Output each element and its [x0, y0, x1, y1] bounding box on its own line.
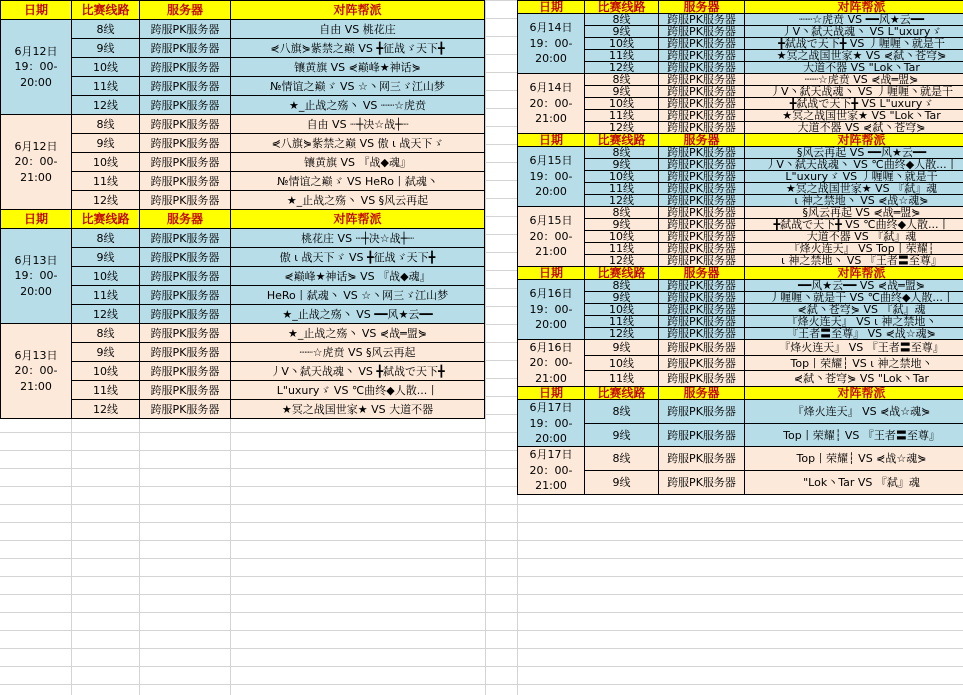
server-cell: 跨服PK服务器 [140, 153, 231, 172]
date-cell: 6月17日 19：00- 20:00 [518, 400, 585, 447]
server-cell: 跨服PK服务器 [659, 14, 745, 26]
match-cell: ★_止战之殇丶 VS §风云再起 [231, 191, 485, 210]
match-cell: ╋弑战で天下╋ VS 丿喱喱丶就是干 [745, 38, 963, 50]
match-cell: ⋞八旗⋟紫禁之巅 VS 傲 ι 战天下ゞ [231, 134, 485, 153]
server-cell: 跨服PK服务器 [659, 50, 745, 62]
match-cell: 丿V丶弑天战魂丶 VS ╋弑战で天下╋ [231, 362, 485, 381]
server-cell: 跨服PK服务器 [659, 316, 745, 328]
header-match: 对阵帮派 [745, 267, 963, 280]
match-cell: §风云再起 VS ━━风★云━━ [745, 147, 963, 159]
date-cell: 6月12日 19：00- 20:00 [1, 20, 72, 115]
match-cell: ⋞弑丶苍穹⋟ VS 『弑』魂 [745, 304, 963, 316]
header-match: 对阵帮派 [231, 1, 485, 20]
line-cell: 8线 [585, 207, 659, 219]
schedule-table-left [0, 0, 485, 419]
match-cell: 丿V丶弑天战魂丶 VS 丿喱喱丶就是干 [745, 86, 963, 98]
match-cell: ι 神之禁地丶 VS ⋞战☆魂⋟ [745, 195, 963, 207]
line-cell: 9线 [585, 292, 659, 304]
line-cell: 11线 [585, 50, 659, 62]
line-cell: 9线 [585, 26, 659, 38]
line-cell: 10线 [72, 153, 140, 172]
date-cell: 6月12日 20：00- 21:00 [1, 115, 72, 210]
line-cell: 12线 [72, 400, 140, 419]
match-cell: 桃花庄 VS ┈┼决☆战┼┈ [231, 229, 485, 248]
server-cell: 跨服PK服务器 [140, 248, 231, 267]
line-cell: 9线 [585, 86, 659, 98]
server-cell: 跨服PK服务器 [659, 219, 745, 231]
server-cell: 跨服PK服务器 [659, 183, 745, 195]
server-cell: 跨服PK服务器 [659, 280, 745, 292]
header-line: 比赛线路 [585, 267, 659, 280]
header-match: 对阵帮派 [231, 210, 485, 229]
match-cell: ★冥之战国世家★ VS "Lok丶Tar [745, 110, 963, 122]
date-cell: 6月16日 20：00- 21:00 [518, 340, 585, 387]
date-cell: 6月15日 19：00- 20:00 [518, 147, 585, 207]
line-cell: 12线 [585, 122, 659, 134]
header-line: 比赛线路 [585, 387, 659, 400]
header-line: 比赛线路 [72, 210, 140, 229]
match-cell: 『王者〓至尊』 VS ⋞战☆魂⋟ [745, 328, 963, 340]
line-cell: 12线 [72, 191, 140, 210]
server-cell: 跨服PK服务器 [659, 424, 745, 448]
server-cell: 跨服PK服务器 [659, 356, 745, 372]
line-cell: 11线 [72, 381, 140, 400]
line-cell: 9线 [585, 219, 659, 231]
line-cell: 9线 [585, 340, 659, 356]
line-cell: 11线 [585, 316, 659, 328]
server-cell: 跨服PK服务器 [659, 62, 745, 74]
match-cell: ⋞弑丶苍穹⋟ VS "Lok丶Tar [745, 371, 963, 387]
header-server: 服务器 [140, 210, 231, 229]
header-date: 日期 [518, 387, 585, 400]
header-line: 比赛线路 [585, 1, 659, 14]
server-cell: 跨服PK服务器 [140, 39, 231, 58]
server-cell: 跨服PK服务器 [140, 191, 231, 210]
server-cell: 跨服PK服务器 [140, 324, 231, 343]
schedule-table-right [517, 0, 963, 495]
server-cell: 跨服PK服务器 [140, 172, 231, 191]
server-cell: 跨服PK服务器 [659, 231, 745, 243]
match-cell: 丿V丶弑天战魂丶 VS ℃曲终◆人散...丨 [745, 159, 963, 171]
line-cell: 10线 [585, 98, 659, 110]
line-cell: 10线 [72, 362, 140, 381]
line-cell: 9线 [72, 39, 140, 58]
match-cell: ⋞八旗⋟紫禁之巅 VS ╋征战ゞ天下╋ [231, 39, 485, 58]
header-date: 日期 [518, 1, 585, 14]
line-cell: 9线 [72, 248, 140, 267]
line-cell: 9线 [72, 343, 140, 362]
header-server: 服务器 [659, 134, 745, 147]
match-cell: §风云再起 VS ⋞战═盟⋟ [745, 207, 963, 219]
match-cell: ⋞巅峰★神话⋟ VS 『战◆魂』 [231, 267, 485, 286]
match-cell: ━━风★云━━ VS ⋞战═盟⋟ [745, 280, 963, 292]
date-cell: 6月16日 19：00- 20:00 [518, 280, 585, 340]
match-cell: ★冥之战国世家★ VS 大道不器 [231, 400, 485, 419]
match-cell: 镶黄旗 VS 『战◆魂』 [231, 153, 485, 172]
server-cell: 跨服PK服务器 [659, 400, 745, 424]
line-cell: 9线 [585, 424, 659, 448]
server-cell: 跨服PK服务器 [140, 286, 231, 305]
server-cell: 跨服PK服务器 [659, 110, 745, 122]
date-cell: 6月13日 19：00- 20:00 [1, 229, 72, 324]
server-cell: 跨服PK服务器 [140, 229, 231, 248]
match-cell: ╋弑战で天下╋ VS ℃曲终◆人散...丨 [745, 219, 963, 231]
match-cell: №情谊之巅ゞ VS ☆丶网三ゞ江山梦 [231, 77, 485, 96]
header-server: 服务器 [659, 1, 745, 14]
line-cell: 9线 [585, 159, 659, 171]
line-cell: 12线 [72, 96, 140, 115]
line-cell: 8线 [585, 447, 659, 471]
line-cell: 12线 [585, 255, 659, 267]
line-cell: 12线 [585, 195, 659, 207]
match-cell: 大道不器 VS ⋞弑丶苍穹⋟ [745, 122, 963, 134]
line-cell: 11线 [585, 243, 659, 255]
match-cell: ╋弑战で天下╋ VS L"uxuryゞ [745, 98, 963, 110]
line-cell: 8线 [585, 147, 659, 159]
server-cell: 跨服PK服务器 [659, 207, 745, 219]
server-cell: 跨服PK服务器 [140, 20, 231, 39]
line-cell: 10线 [585, 356, 659, 372]
line-cell: 8线 [585, 74, 659, 86]
header-server: 服务器 [659, 387, 745, 400]
date-cell: 6月17日 20：00- 21:00 [518, 447, 585, 494]
server-cell: 跨服PK服务器 [659, 328, 745, 340]
server-cell: 跨服PK服务器 [140, 305, 231, 324]
match-cell: 『烽火连天』 VS 『王者〓至尊』 [745, 340, 963, 356]
match-cell: ★_止战之殇丶 VS ┈┈☆虎贲 [231, 96, 485, 115]
match-cell: №情谊之巅ゞ VS HeRo丨弑魂丶 [231, 172, 485, 191]
line-cell: 10线 [585, 231, 659, 243]
date-cell: 6月13日 20：00- 21:00 [1, 324, 72, 419]
server-cell: 跨服PK服务器 [659, 471, 745, 495]
server-cell: 跨服PK服务器 [659, 292, 745, 304]
line-cell: 11线 [585, 183, 659, 195]
line-cell: 11线 [72, 286, 140, 305]
match-cell: Top丨荣耀┆ VS 『王者〓至尊』 [745, 424, 963, 448]
server-cell: 跨服PK服务器 [140, 400, 231, 419]
server-cell: 跨服PK服务器 [659, 26, 745, 38]
server-cell: 跨服PK服务器 [140, 381, 231, 400]
line-cell: 8线 [585, 280, 659, 292]
server-cell: 跨服PK服务器 [140, 115, 231, 134]
line-cell: 10线 [72, 58, 140, 77]
date-cell: 6月15日 20：00- 21:00 [518, 207, 585, 267]
line-cell: 10线 [585, 38, 659, 50]
server-cell: 跨服PK服务器 [659, 243, 745, 255]
line-cell: 8线 [585, 14, 659, 26]
line-cell: 12线 [72, 305, 140, 324]
header-match: 对阵帮派 [745, 1, 963, 14]
date-cell: 6月14日 19：00- 20:00 [518, 14, 585, 74]
server-cell: 跨服PK服务器 [140, 267, 231, 286]
header-match: 对阵帮派 [745, 134, 963, 147]
match-cell: ★冥之战国世家★ VS 『弑』魂 [745, 183, 963, 195]
line-cell: 10线 [585, 171, 659, 183]
server-cell: 跨服PK服务器 [140, 58, 231, 77]
server-cell: 跨服PK服务器 [659, 195, 745, 207]
match-cell: 『烽火连天』 VS ⋞战☆魂⋟ [745, 400, 963, 424]
server-cell: 跨服PK服务器 [140, 96, 231, 115]
match-cell: 傲 ι 战天下ゞ VS ╋征战ゞ天下╋ [231, 248, 485, 267]
match-cell: ★冥之战国世家★ VS ⋞弑丶苍穹⋟ [745, 50, 963, 62]
line-cell: 12线 [585, 62, 659, 74]
server-cell: 跨服PK服务器 [659, 340, 745, 356]
match-cell: ι 神之禁地丶 VS 『王者〓至尊』 [745, 255, 963, 267]
line-cell: 9线 [585, 471, 659, 495]
match-cell: "Lok丶Tar VS 『弑』魂 [745, 471, 963, 495]
header-match: 对阵帮派 [745, 387, 963, 400]
match-cell: 『烽火连天』 VS ι 神之禁地丶 [745, 316, 963, 328]
server-cell: 跨服PK服务器 [140, 343, 231, 362]
header-date: 日期 [1, 210, 72, 229]
line-cell: 8线 [72, 229, 140, 248]
server-cell: 跨服PK服务器 [659, 98, 745, 110]
line-cell: 8线 [72, 20, 140, 39]
line-cell: 10线 [72, 267, 140, 286]
match-cell: 丿喱喱丶就是干 VS ℃曲终◆人散...丨 [745, 292, 963, 304]
server-cell: 跨服PK服务器 [140, 134, 231, 153]
match-cell: 丿V丶弑天战魂丶 VS L"uxuryゞ [745, 26, 963, 38]
line-cell: 10线 [585, 304, 659, 316]
header-server: 服务器 [659, 267, 745, 280]
header-line: 比赛线路 [585, 134, 659, 147]
server-cell: 跨服PK服务器 [140, 362, 231, 381]
server-cell: 跨服PK服务器 [659, 371, 745, 387]
match-cell: L"uxuryゞ VS 丿喱喱丶就是干 [745, 171, 963, 183]
server-cell: 跨服PK服务器 [659, 122, 745, 134]
match-cell: L"uxuryゞ VS ℃曲终◆人散...丨 [231, 381, 485, 400]
match-cell: 大道不器 VS 『弑』魂 [745, 231, 963, 243]
line-cell: 8线 [72, 115, 140, 134]
server-cell: 跨服PK服务器 [659, 74, 745, 86]
server-cell: 跨服PK服务器 [659, 447, 745, 471]
match-cell: 大道不器 VS "Lok丶Tar [745, 62, 963, 74]
header-server: 服务器 [140, 1, 231, 20]
match-cell: Top丨荣耀┆ VS ⋞战☆魂⋟ [745, 447, 963, 471]
line-cell: 12线 [585, 328, 659, 340]
line-cell: 8线 [585, 400, 659, 424]
server-cell: 跨服PK服务器 [140, 77, 231, 96]
server-cell: 跨服PK服务器 [659, 255, 745, 267]
match-cell: Top丨荣耀┆ VS ι 神之禁地丶 [745, 356, 963, 372]
server-cell: 跨服PK服务器 [659, 171, 745, 183]
match-cell: ★_止战之殇丶 VS ━━风★云━━ [231, 305, 485, 324]
match-cell: 『烽火连天』 VS Top丨荣耀┆ [745, 243, 963, 255]
line-cell: 11线 [585, 371, 659, 387]
match-cell: 自由 VS ┈┼决☆战┼┈ [231, 115, 485, 134]
date-cell: 6月14日 20：00- 21:00 [518, 74, 585, 134]
header-date: 日期 [518, 267, 585, 280]
match-cell: 自由 VS 桃花庄 [231, 20, 485, 39]
line-cell: 8线 [72, 324, 140, 343]
line-cell: 11线 [72, 172, 140, 191]
match-cell: 镶黄旗 VS ⋞巅峰★神话⋟ [231, 58, 485, 77]
match-cell: ┈┈☆虎贲 VS §风云再起 [231, 343, 485, 362]
server-cell: 跨服PK服务器 [659, 86, 745, 98]
server-cell: 跨服PK服务器 [659, 304, 745, 316]
line-cell: 9线 [72, 134, 140, 153]
line-cell: 11线 [72, 77, 140, 96]
match-cell: ┈┈☆虎贲 VS ━━风★云━━ [745, 14, 963, 26]
match-cell: HeRo丨弑魂丶 VS ☆丶网三ゞ江山梦 [231, 286, 485, 305]
header-date: 日期 [1, 1, 72, 20]
line-cell: 11线 [585, 110, 659, 122]
header-line: 比赛线路 [72, 1, 140, 20]
server-cell: 跨服PK服务器 [659, 159, 745, 171]
match-cell: ┈┈☆虎贲 VS ⋞战═盟⋟ [745, 74, 963, 86]
header-date: 日期 [518, 134, 585, 147]
server-cell: 跨服PK服务器 [659, 147, 745, 159]
server-cell: 跨服PK服务器 [659, 38, 745, 50]
match-cell: ★_止战之殇丶 VS ⋞战═盟⋟ [231, 324, 485, 343]
